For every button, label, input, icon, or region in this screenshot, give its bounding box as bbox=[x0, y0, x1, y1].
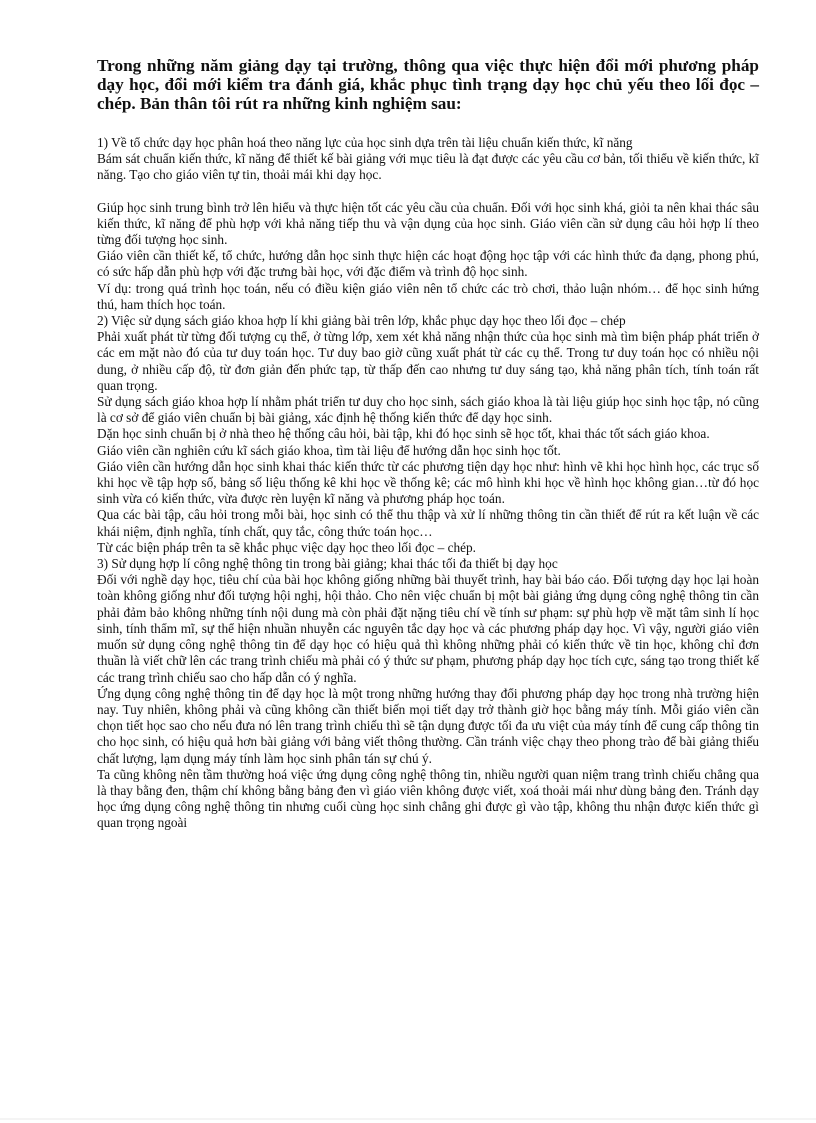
page-bottom-edge bbox=[0, 1118, 816, 1120]
document-page bbox=[97, 56, 759, 832]
paragraph: Phải xuất phát từ từng đối tượng cụ thể, ở từng lớp, xem xét khả năng nhận thức của học sinh mà tìm biện pháp phát triển ở các em mặt nào đó của tư duy toán học. Tư duy bao giờ cũng xuất phát từ các cụ thể. Trong tư duy toán học có nhiều nội dung, ở nhiều cấp độ, từ đơn giản đến phức tạp, từ thấp đến cao nhưng tư duy sáng tạo, khả năng phân tích, tính toán rất quan trọng. bbox=[97, 329, 759, 393]
paragraph: Ứng dụng công nghệ thông tin để dạy học là một trong những hướng thay đổi phương pháp dạy học trong nhà trường hiện nay. Tuy nhiên, không phải và cũng không cần thiết biến mọi tiết dạy trở thành giờ học bằng máy tính. Mỗi giáo viên cần chọn tiết học sao cho nếu đưa nó lên trang trình chiếu thì sẽ tận dụng được tối đa ưu việt của máy tính để cung cấp thông tin cho học sinh, có hiệu quả hơn bài giảng với bảng viết thông thường. Cần tránh việc chạy theo phong trào để bài giảng thiếu chất lượng, lạm dụng máy tính làm học sinh phân tán sự chú ý. bbox=[97, 685, 759, 766]
paragraph: Giáo viên cần nghiên cứu kĩ sách giáo khoa, tìm tài liệu để hướng dẫn học sinh học tốt. bbox=[97, 442, 561, 458]
section-3-heading: 3) Sử dụng hợp lí công nghệ thông tin trong bài giảng; khai thác tối đa thiết bị dạy học bbox=[97, 556, 558, 572]
paragraph: Đối với nghề dạy học, tiêu chí của bài học không giống những bài thuyết trình, hay bài báo cáo. Đối tượng dạy học lại hoàn toàn không giống như đối tượng hội nghị, hội thảo. Cho nên việc chuẩn bị một bài giảng ứng dụng công nghệ thông tin cần phải đảm bảo không những tính nội dung mà còn phải đặt nặng tiêu chí về tính sư phạm: sự phù hợp về mặt tâm sinh lí học sinh, tính thẩm mĩ, sự thể hiện nhuần nhuyễn các nguyên tắc dạy học và các phương pháp dạy học. Vì vậy, người giáo viên muốn sử dụng công nghệ thông tin để dạy học có hiệu quả thì không những phải có kiến thức về tin học, không chỉ đơn thuần là viết chữ lên các trang trình chiếu mà phải có ý thức sư phạm, phương pháp dạy học tích cực, sáng tạo trong thiết kế các trang trình chiếu sao cho hấp dẫn có ý nghĩa. bbox=[97, 572, 759, 685]
section-2-heading: 2) Việc sử dụng sách giáo khoa hợp lí khi giảng bài trên lớp, khắc phục dạy học theo lối đọc – chép bbox=[97, 313, 626, 329]
paragraph: Qua các bài tập, câu hỏi trong mỗi bài, học sinh có thể thu thập và xử lí những thông tin cần thiết để rút ra kết luận về các khái niệm, định nghĩa, tính chất, quy tắc, công thức toán học… bbox=[97, 507, 759, 539]
paragraph: Ví dụ: trong quá trình học toán, nếu có điều kiện giáo viên nên tổ chức các trò chơi, thảo luận nhóm… để học sinh hứng thú, ham thích học toán. bbox=[97, 280, 759, 312]
paragraph: Giáo viên cần hướng dẫn học sinh khai thác kiến thức từ các phương tiện dạy học như: hình vẽ khi học hình học, các trục số khi học về tập hợp số, bảng số liệu thống kê khi học về thống kê; các mô hình khi học về hình học không gian…từ đó học sinh vừa có kiến thức, vừa được rèn luyện kĩ năng và phương pháp học toán. bbox=[97, 458, 759, 507]
paragraph: Bám sát chuẩn kiến thức, kĩ năng để thiết kế bài giảng với mục tiêu là đạt được các yêu cầu cơ bản, tối thiểu về kiến thức, kĩ năng. Tạo cho giáo viên tự tin, thoải mái khi dạy học. bbox=[97, 151, 759, 183]
paragraph: Ta cũng không nên tầm thường hoá việc ứng dụng công nghệ thông tin, nhiều người quan niệm trang trình chiếu chẳng qua là thay bằng đen, thậm chí không bằng bảng đen vì giáo viên không được viết, xoá thoải mái như dùng bảng đen. Tránh dạy học ứng dụng công nghệ thông tin nhưng cuối cùng học sinh chẳng ghi được gì vào tập, không thu nhận được kiến thức gì quan trọng ngoài bbox=[97, 766, 759, 831]
paragraph: Giúp học sinh trung bình trở lên hiểu và thực hiện tốt các yêu cầu của chuẩn. Đối với học sinh khá, giỏi ta nên khai thác sâu kiến thức, kĩ năng để phù hợp với khả năng tiếp thu và vận dụng của học sinh. Giáo viên cần sử dụng câu hỏi hợp lí theo từng đối tượng học sinh. bbox=[97, 199, 759, 248]
paragraph: Giáo viên cần thiết kế, tổ chức, hướng dẫn học sinh thực hiện các hoạt động học tập với các hình thức đa dạng, phong phú, có sức hấp dẫn phù hợp với đặc trưng bài học, với đặc điểm và trình độ học sinh. bbox=[97, 248, 759, 280]
paragraph: Dặn học sinh chuẩn bị ở nhà theo hệ thống câu hỏi, bài tập, khi đó học sinh sẽ học tốt, khai thác tốt sách giáo khoa. bbox=[97, 426, 710, 442]
paragraph: Từ các biện pháp trên ta sẽ khắc phục việc dạy học theo lối đọc – chép. bbox=[97, 539, 477, 555]
section-1-heading: 1) Về tổ chức dạy học phân hoá theo năng lực của học sinh dựa trên tài liệu chuẩn kiến thức, kĩ năng bbox=[97, 135, 633, 150]
paragraph: Sử dụng sách giáo khoa hợp lí nhằm phát triển tư duy cho học sinh, sách giáo khoa là tài liệu giúp học sinh học tập, nó cũng là cơ sở để giáo viên chuẩn bị bài giảng, xác định hệ thống kiến thức để dạy học sinh. bbox=[97, 394, 759, 426]
document-title: Trong những năm giảng dạy tại trường, thông qua việc thực hiện đổi mới phương pháp dạy học, đổi mới kiểm tra đánh giá, khắc phục tình trạng dạy học chủ yếu theo lối đọc – chép. Bản thân tôi rút ra những kinh nghiệm sau: bbox=[97, 56, 759, 113]
blank-line bbox=[97, 184, 759, 200]
